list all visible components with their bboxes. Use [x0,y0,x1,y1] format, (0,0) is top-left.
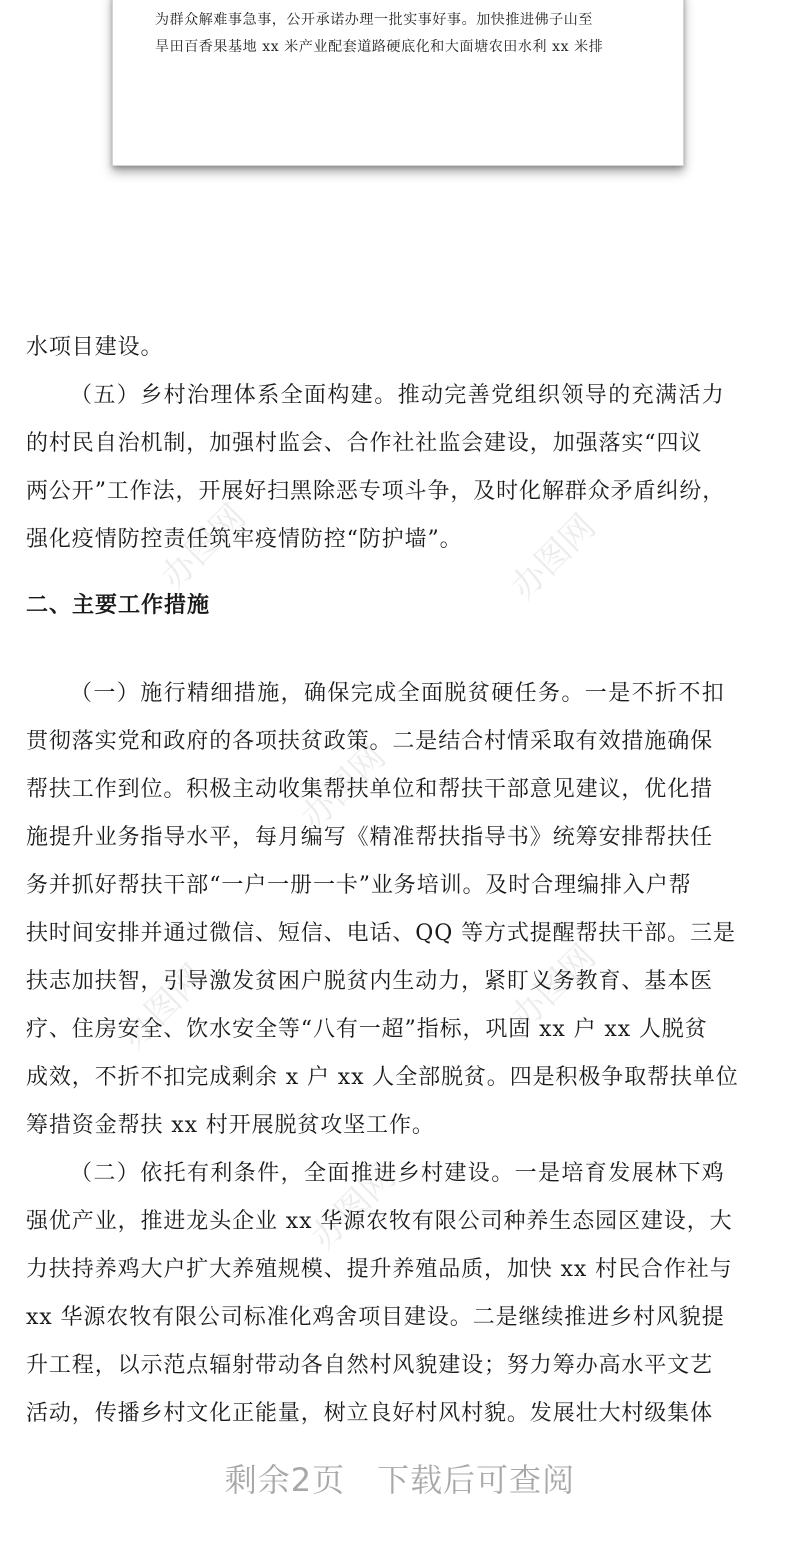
paragraph-line: 水项目建设。 [26,335,164,360]
paragraph-line: （五）乡村治理体系全面构建。推动完善党组织领导的充满活力 [70,383,726,408]
preview-line: 为群众解难事急事，公开承诺办理一批实事好事。加快推进佛子山至 [155,12,593,28]
paragraph-line: 的村民自治机制，加强村监会、合作社社监会建设，加强落实“四议 [26,431,703,456]
paragraph-line: 扶时间安排并通过微信、短信、电话、QQ 等方式提醒帮扶干部。三是 [26,921,736,946]
section-heading: 二、主要工作措施 [26,593,211,618]
paragraph-line: 筹措资金帮扶 xx 村开展脱贫攻坚工作。 [26,1113,435,1138]
watermark: 办图网 [503,506,604,608]
remaining-pages-notice[interactable] [0,1455,800,1501]
paragraph-line: 升工程，以示范点辐射带动各自然村风貌建设；努力筹办高水平文艺 [26,1353,714,1378]
paragraph-line: 强优产业，推进龙头企业 xx 华源农牧有限公司种养生态园区建设，大 [26,1209,733,1234]
paragraph-line: 务并抓好帮扶干部“一户一册一卡”业务培训。及时合理编排入户帮 [26,873,692,898]
paragraph-line: 贯彻落实党和政府的各项扶贫政策。二是结合村情采取有效措施确保 [26,729,714,754]
preview-line: 旱田百香果基地 xx 米产业配套道路硬底化和大面塘农田水利 xx 米排 [155,39,604,55]
paragraph-line: xx 华源农牧有限公司标准化鸡舍项目建设。二是继续推进乡村风貌提 [26,1305,725,1330]
paragraph-line: （一）施行精细措施，确保完成全面脱贫硬任务。一是不折不扣 [70,681,726,706]
paragraph-line: 扶志加扶智，引导激发贫困户脱贫内生动力，紧盯义务教育、基本医 [26,969,714,994]
paragraph-line: 力扶持养鸡大户扩大养殖规模、提升养殖品质，加快 xx 村民合作社与 [26,1257,733,1282]
paragraph-line: 疗、住房安全、饮水安全等“八有一超”指标，巩固 xx 户 xx 人脱贫 [26,1017,708,1042]
watermark: 办图网 [113,956,214,1058]
download-to-view-label: 下载后可查阅 [377,1461,576,1499]
paragraph-line: 活动，传播乡村文化正能量，树立良好村风村貌。发展壮大村级集体 [26,1401,714,1426]
preview-page-card [112,0,684,166]
paragraph-line: 成效，不折不扣完成剩余 x 户 xx 人全部脱贫。四是积极争取帮扶单位 [26,1065,739,1090]
paragraph-line: （二）依托有利条件，全面推进乡村建设。一是培育发展林下鸡 [70,1161,726,1186]
paragraph-line: 施提升业务指导水平，每月编写《精准帮扶指导书》统筹安排帮扶任 [26,825,714,850]
watermark: 办图网 [303,1156,404,1258]
watermark: 办图网 [293,736,394,838]
paragraph-line: 两公开”工作法，开展好扫黑除恶专项斗争，及时化解群众矛盾纠纷， [26,479,726,504]
paragraph-line: 强化疫情防控责任筑牢疫情防控“防护墙”。 [26,527,463,552]
watermark: 办图网 [503,936,604,1038]
paragraph-line: 帮扶工作到位。积极主动收集帮扶单位和帮扶干部意见建议，优化措 [26,777,714,802]
remaining-pages-label: 剩余2页 [224,1461,346,1499]
watermark: 办图网 [153,496,254,598]
